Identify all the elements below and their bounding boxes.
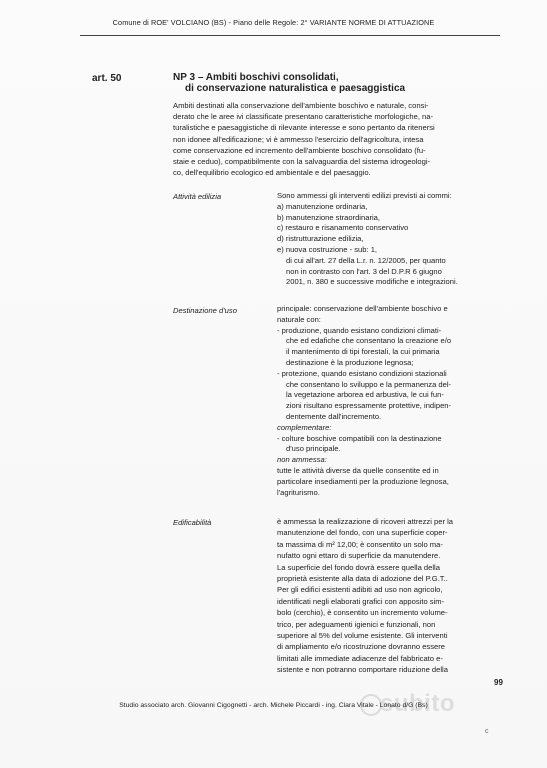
section-line: la vegetazione arborea ed arbustiva, le cui fun- [286, 390, 444, 400]
intro-line: come conservazione ed incremento dell'ambiente boschivo consolidato (fu- [173, 145, 426, 155]
section-body-destinazione [277, 304, 487, 498]
section-line: che ed edafiche che consentano la creazione e/o [286, 336, 452, 346]
section-line: a) manutenzione ordinaria, [277, 201, 368, 211]
watermark: subito [380, 690, 455, 717]
section-line: tutte le attività diverse da quelle consentite ed in [277, 465, 439, 475]
section-line: identificati negli elaborati grafici con apposito sim- [277, 596, 445, 606]
section-line: - protezione, quando esistano condizioni stazionali [277, 368, 447, 378]
intro-line: staie e ceduo), compatibilmente con la salvaguardia del sistema idrogeologi- [173, 157, 431, 167]
section-line: non in contrasto con l'art. 3 del D.P.R 6 giugno [286, 266, 442, 276]
intro-line: non idonee all'edificazione; vi è ammesso l'esercizio dell'agricoltura, intesa [173, 134, 424, 144]
intro-line: co, dell'equilibrio ecologico ed ambientale e del paesaggio. [173, 168, 371, 178]
section-line: proprietà esistente alla data di adozione del P.G.T.. [277, 574, 448, 584]
section-line: nufatto ogni ettaro di superficie da manutendere. [277, 551, 441, 561]
intro-line: Ambiti destinati alla conservazione dell'ambiente boschivo e naturale, consi- [173, 101, 429, 110]
intro-line: turalistiche e paesaggistiche di rilevante interesse e sono pertanto da ritenersi [173, 123, 435, 133]
section-line: l'agriturismo. [277, 487, 320, 497]
section-line: c) restauro e risanamento conservativo [277, 223, 409, 233]
section-line: destinazione è la produzione legnosa; [286, 357, 414, 367]
section-label-attivita: Attività edilizia [173, 192, 222, 201]
section-line: b) manutenzione straordinaria, [277, 212, 380, 222]
section-line: sistente e non potranno comportare riduzione della [277, 665, 448, 675]
header-rule [80, 35, 500, 36]
section-line: il mantenimento di tipi forestali, la cui primaria [286, 347, 440, 357]
section-line: zioni risultano espressamente protettive, indipen- [286, 401, 452, 411]
page-footer: Studio associato arch. Giovanni Cigognetti - arch. Michele Piccardi - ing. Clara Vitale - Lonato d/G (Bs) [119, 702, 428, 709]
article-title-line-2: di conservazione naturalistica e paesaggistica [185, 83, 406, 94]
page-header: Comune di ROE' VOLCIANO (BS) - Piano delle Regole: 2° VARIANTE NORME DI ATTUAZIONE [112, 18, 435, 27]
section-line: è ammessa la realizzazione di ricoveri attrezzi per la [277, 517, 453, 526]
section-line: La superficie del fondo dovrà essere quella della [277, 562, 440, 572]
section-line: d) ristrutturazione edilizia, [277, 234, 364, 244]
section-line: principale: conservazione dell'ambiente boschivo e [277, 304, 448, 313]
section-body-attivita [277, 191, 487, 288]
section-label-destinazione: Destinazione d'uso [173, 306, 237, 315]
section-line: particolare insediamenti per la produzione legnosa, [277, 476, 449, 486]
section-line: di ampliamento e/o ricostruzione dovranno essere [277, 642, 445, 652]
intro-paragraph [173, 100, 483, 178]
article-title-line-1: NP 3 – Ambiti boschivi consolidati, [173, 72, 339, 83]
article-number: art. 50 [92, 73, 122, 84]
section-line: naturale con: [277, 314, 321, 324]
section-line: manutenzione del fondo, con una superficie coper- [277, 528, 448, 538]
section-line: che consentano lo sviluppo e la permanenza del- [286, 379, 452, 389]
section-line: Sono ammessi gli interventi edilizi previsti ai commi: [277, 191, 452, 200]
section-body-edificabilita [277, 516, 487, 676]
section-line: complementare: [277, 422, 332, 432]
section-label-edificabilita: Edificabilità [173, 518, 212, 527]
article-title [173, 72, 503, 94]
section-line: d'uso principale. [286, 444, 341, 454]
section-line: trico, per adeguamenti igienici e funzionali, non [277, 619, 436, 629]
section-line: 2001, n. 380 e successive modifiche e integrazioni. [286, 277, 458, 287]
section-line: bolo (cerchio), è consentito un incremento volume- [277, 608, 448, 618]
section-line: di cui all'art. 27 della L.r. n. 12/2005, per quanto [286, 255, 446, 265]
page-number: 99 [494, 678, 503, 687]
section-line: - produzione, quando esistano condizioni climati- [277, 325, 442, 335]
intro-line: derato che le aree ivi classificate presentano caratteristiche morfologiche, na- [173, 112, 434, 122]
section-line: Per gli edifici esistenti adibiti ad uso non agricolo, [277, 585, 443, 595]
section-line: limitati alle immediate adiacenze del fabbricato e- [277, 653, 443, 663]
section-line: ta massima di m² 12,00; è consentito un solo ma- [277, 539, 443, 549]
margin-mark: c [485, 728, 489, 735]
section-line: non ammessa: [277, 455, 327, 465]
section-line: dentemente dall'incremento. [286, 411, 382, 421]
section-line: - colture boschive compatibili con la destinazione [277, 433, 442, 443]
section-line: superiore al 5% del volume esistente. Gli interventi [277, 631, 448, 641]
section-line: e) nuova costruzione - sub: 1, [277, 244, 378, 254]
